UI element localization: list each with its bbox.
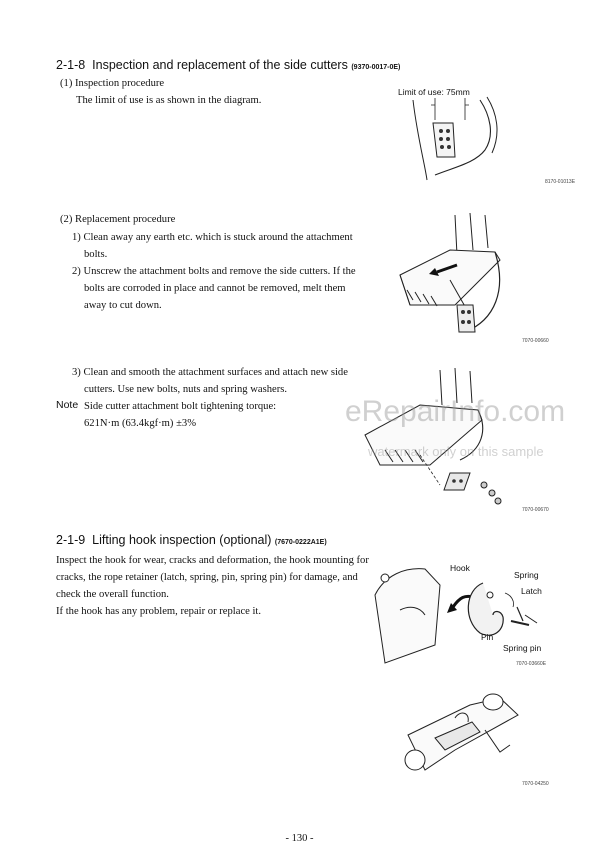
figure-code: 7070-00670 xyxy=(522,507,549,513)
page-number: - 130 - xyxy=(285,833,314,844)
inspection-procedure-heading: (1) Inspection procedure xyxy=(60,78,165,89)
section-title: Inspection and replacement of the side cutters xyxy=(92,58,348,72)
hook-text-line: Inspect the hook for wear, cracks and deformation, the hook mounting for xyxy=(56,555,369,566)
step-line: away to cut down. xyxy=(84,300,162,311)
watermark-sub: watermark only on this sample xyxy=(368,444,544,459)
side-cutter-install-figure xyxy=(360,365,510,510)
limit-of-use-label: Limit of use: 75mm xyxy=(398,87,470,97)
watermark-main: eRepairInfo.com xyxy=(345,395,566,428)
section-number: 2-1-9 xyxy=(56,533,86,547)
section-heading-2-1-9 xyxy=(56,533,327,547)
note-tag: Note xyxy=(56,399,79,411)
step-line: bolts are corroded in place and cannot be removed, melt them xyxy=(84,283,346,294)
note-text: Side cutter attachment bolt tightening torque: xyxy=(84,401,277,412)
figure-code: 7070-04250 xyxy=(522,781,549,787)
step-line: cutters. Use new bolts, nuts and spring washers. xyxy=(84,384,288,395)
section-number: 2-1-8 xyxy=(56,58,86,72)
side-cutter-removal-figure xyxy=(395,210,525,340)
figure-code: 7070-03660E xyxy=(516,661,547,667)
spring-label: Spring xyxy=(514,570,539,580)
section-code: (7670-0222A1E) xyxy=(274,539,327,546)
hook-text-line: check the overall function. xyxy=(56,589,169,600)
section-code: (9370-0017-0E) xyxy=(351,64,401,71)
hook-text-line: If the hook has any problem, repair or replace it. xyxy=(56,606,262,617)
replacement-procedure-heading: (2) Replacement procedure xyxy=(60,214,176,225)
figure-code: 7070-00660 xyxy=(522,338,549,344)
pin-label: Pin xyxy=(481,632,494,642)
figure-code: 8170-01013E xyxy=(545,179,576,185)
latch-label: Latch xyxy=(521,586,542,596)
side-cutter-limit-figure xyxy=(395,95,505,185)
section-heading-2-1-8 xyxy=(56,58,400,72)
hook-text-line: cracks, the rope retainer (latch, spring, pin, spring pin) for damage, and xyxy=(56,572,358,583)
torque-value: 621N·m (63.4kgf·m) ±3% xyxy=(84,418,197,429)
step-line: bolts. xyxy=(84,249,108,260)
hook-mounting-figure xyxy=(400,690,525,780)
step-line: 2) Unscrew the attachment bolts and remove the side cutters. If the xyxy=(72,266,356,277)
step-line: 1) Clean away any earth etc. which is stuck around the attachment xyxy=(72,232,353,243)
step-line: 3) Clean and smooth the attachment surfaces and attach new side xyxy=(72,367,348,378)
inspection-procedure-text: The limit of use is as shown in the diagram. xyxy=(76,95,262,106)
spring-pin-label: Spring pin xyxy=(503,643,542,653)
hook-label: Hook xyxy=(450,563,470,573)
section-title: Lifting hook inspection (optional) xyxy=(92,533,272,547)
